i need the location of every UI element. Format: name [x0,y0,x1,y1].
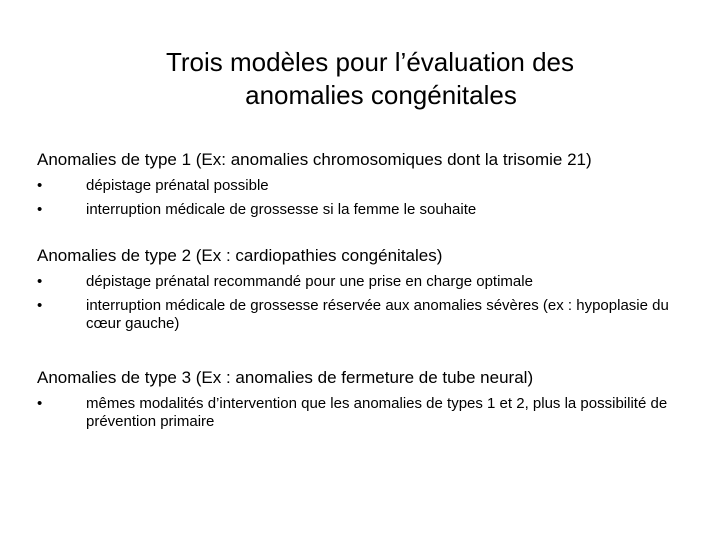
slide-title-line-2: anomalies congénitales [245,80,517,110]
bullet-text: dépistage prénatal possible [86,177,269,194]
slide-title [80,46,660,112]
section-heading: Anomalies de type 3 (Ex : anomalies de fermeture de tube neural) [37,368,534,387]
bullet-dot-icon: • [37,297,43,314]
section-type-3 [37,368,697,437]
bullet-text: mêmes modalités d’intervention que les anomalies de types 1 et 2, plus la possibilité de prévention primaire [86,395,668,430]
bullet-dot-icon: • [37,395,43,412]
bullet-text: dépistage prénatal recommandé pour une prise en charge optimale [86,273,533,290]
section-type-1 [37,150,697,225]
bullet-dot-icon: • [37,201,43,218]
section-heading: Anomalies de type 1 (Ex: anomalies chromosomiques dont la trisomie 21) [37,150,592,169]
bullet-text: interruption médicale de grossesse si la femme le souhaite [86,201,477,218]
bullet-item [37,201,697,219]
section-heading: Anomalies de type 2 (Ex : cardiopathies congénitales) [37,246,443,265]
bullet-dot-icon: • [37,177,43,194]
bullet-dot-icon: • [37,273,43,290]
bullet-text: interruption médicale de grossesse réservée aux anomalies sévères (ex : hypoplasie du cœur gauche) [86,297,669,332]
bullet-item [37,273,697,291]
slide-title-line-1: Trois modèles pour l’évaluation des [165,47,575,77]
bullet-item [37,297,697,333]
bullet-list [37,273,697,333]
bullet-list [37,177,697,219]
section-type-2 [37,246,697,339]
bullet-item [37,177,697,195]
bullet-item [37,395,697,431]
bullet-list [37,395,697,431]
